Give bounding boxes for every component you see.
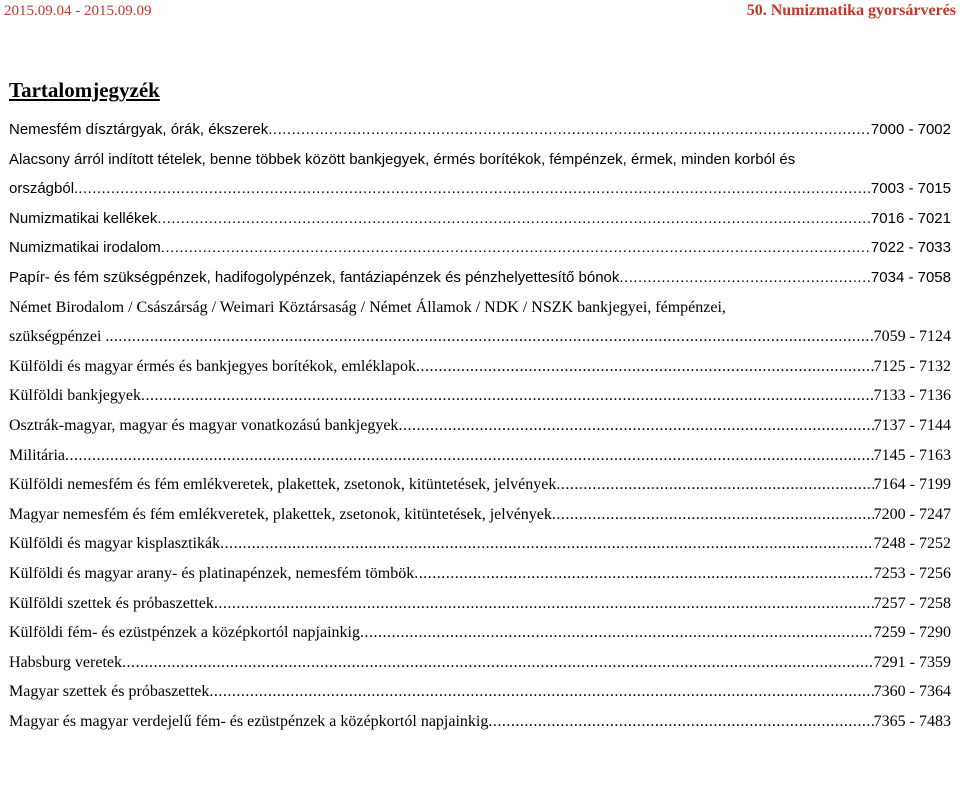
toc-entry-pages: 7365 - 7483 — [873, 712, 951, 730]
dot-leader — [619, 266, 871, 290]
toc-entry-line — [9, 503, 951, 527]
toc-entry-line — [9, 266, 951, 290]
toc-entry-pages: 7259 - 7290 — [873, 624, 951, 642]
toc-entry-pages: 7000 - 7002 — [870, 121, 951, 138]
toc-entry-pages: 7248 - 7252 — [873, 535, 951, 553]
toc-entry-line — [9, 621, 951, 645]
toc-entry-title: Habsburg veretek — [9, 653, 122, 671]
toc-entry-pages: 7200 - 7247 — [873, 505, 951, 523]
toc-entry-title: Numizmatikai irodalom — [9, 239, 161, 257]
toc-entry-pages: 7253 - 7256 — [873, 564, 951, 582]
dot-leader — [214, 592, 874, 616]
toc-entry-line — [9, 710, 951, 734]
toc-entry-title-line: Alacsony árról indított tételek, benne többek között bankjegyek, érmés borítékok, fémpénzek, érmek, minden korból és — [9, 150, 796, 168]
toc-entry-pages: 7125 - 7132 — [873, 357, 951, 375]
toc-entry-line — [9, 355, 951, 379]
toc-entry-title: Külföldi és magyar érmés és bankjegyes borítékok, emléklapok — [9, 357, 416, 375]
toc-entry-pages: 7022 - 7033 — [870, 239, 951, 257]
toc-entry-pages: 7164 - 7199 — [873, 476, 951, 494]
toc-entry[interactable] — [9, 592, 951, 622]
auction-title: 50. Numizmatika gyorsárverés — [746, 2, 956, 19]
toc-entry[interactable] — [9, 503, 951, 533]
toc-entry-line — [9, 592, 951, 616]
dot-leader — [122, 651, 874, 675]
dot-leader — [161, 236, 871, 260]
toc-entry-title: Külföldi szettek és próbaszettek — [9, 594, 214, 612]
toc-entry[interactable] — [9, 266, 951, 296]
toc-entry-line — [9, 680, 951, 704]
toc-entry-line — [9, 236, 951, 260]
dot-leader — [414, 562, 873, 586]
toc-entry-title-line: Német Birodalom / Császárság / Weimari Köztársaság / Német Államok / NDK / NSZK bankjegyei, fémpénzei, — [9, 298, 726, 316]
dot-leader — [488, 710, 873, 734]
toc-entry-title: Magyar szettek és próbaszettek — [9, 683, 210, 701]
dot-leader — [141, 384, 874, 408]
dot-leader — [416, 355, 874, 379]
toc-entry-line — [9, 562, 951, 586]
toc-entry-pages: 7137 - 7144 — [873, 416, 951, 434]
toc-entry[interactable] — [9, 680, 951, 710]
toc-entry-pages: 7133 - 7136 — [873, 387, 951, 405]
dot-leader — [398, 414, 873, 438]
dot-leader — [209, 680, 873, 704]
toc-entry-pages: 7003 - 7015 — [870, 180, 951, 198]
toc-entry-title: országból. — [9, 180, 79, 198]
page-header — [0, 0, 960, 34]
toc-entry-line — [9, 207, 951, 231]
dot-leader — [65, 444, 874, 468]
toc-entry-line — [9, 651, 951, 675]
auction-dates: 2015.09.04 - 2015.09.09 — [4, 3, 152, 19]
toc-entry[interactable] — [9, 444, 951, 474]
dot-leader — [552, 503, 874, 527]
toc-list — [9, 118, 951, 739]
toc-entry-title: Külföldi és magyar arany- és platinapénzek, nemesfém tömbök — [9, 564, 415, 582]
toc-entry[interactable] — [9, 651, 951, 681]
toc-entry[interactable] — [9, 414, 951, 444]
toc-entry-pages: 7291 - 7359 — [873, 653, 951, 671]
toc-entry-title: Numizmatikai kellékek — [9, 209, 158, 227]
toc-entry-title: Militária — [9, 446, 65, 464]
toc-entry-title: szükségpénzei . — [9, 328, 110, 346]
toc-entry-line — [9, 384, 951, 408]
toc-entry[interactable] — [9, 621, 951, 651]
toc-entry-line — [9, 473, 951, 497]
toc-entry-pages: 7059 - 7124 — [873, 328, 951, 346]
toc-entry[interactable] — [9, 236, 951, 266]
dot-leader — [157, 207, 871, 231]
toc-entry[interactable] — [9, 710, 951, 740]
dot-leader — [220, 532, 874, 556]
dot-leader — [556, 473, 873, 497]
toc-entry-line — [9, 118, 951, 142]
toc-title: Tartalomjegyzék — [9, 78, 160, 102]
toc-entry[interactable] — [9, 207, 951, 237]
toc-entry-pages: 7360 - 7364 — [873, 683, 951, 701]
toc-entry-title: Külföldi bankjegyek — [9, 387, 141, 405]
toc-entry[interactable] — [9, 384, 951, 414]
toc-entry-line — [9, 177, 951, 201]
toc-entry-pages: 7257 - 7258 — [873, 594, 951, 612]
toc-entry-title: Külföldi nemesfém és fém emlékveretek, plakettek, zsetonok, kitüntetések, jelvények — [9, 476, 557, 494]
toc-entry-title: Osztrák-magyar, magyar és magyar vonatkozású bankjegyek — [9, 416, 399, 434]
toc-entry-title: Külföldi és magyar kisplasztikák — [9, 535, 221, 553]
dot-leader — [360, 621, 874, 645]
toc-entry-title: Papír- és fém szükségpénzek, hadifogolypénzek, fantáziapénzek és pénzhelyettesítő bónok — [9, 268, 620, 286]
toc-entry[interactable] — [9, 473, 951, 503]
toc-entry[interactable] — [9, 148, 951, 207]
toc-entry-line — [9, 444, 951, 468]
toc-entry-title: Külföldi fém- és ezüstpénzek a középkortól napjainkig — [9, 624, 360, 642]
dot-leader — [268, 118, 871, 142]
toc-entry-pages: 7145 - 7163 — [873, 446, 951, 464]
toc-entry-title: Magyar és magyar verdejelű fém- és ezüstpénzek a középkortól napjainkig — [9, 712, 489, 730]
toc-entry-pages: 7016 - 7021 — [870, 209, 951, 227]
toc-entry[interactable] — [9, 562, 951, 592]
toc-entry[interactable] — [9, 532, 951, 562]
toc-entry-line — [9, 414, 951, 438]
toc-entry[interactable] — [9, 355, 951, 385]
toc-entry-line — [9, 325, 951, 349]
toc-entry[interactable] — [9, 118, 951, 148]
toc-entry[interactable] — [9, 296, 951, 355]
dot-leader — [109, 325, 873, 349]
toc-entry-line — [9, 532, 951, 556]
toc-entry-title: Magyar nemesfém és fém emlékveretek, plakettek, zsetonok, kitüntetések, jelvények — [9, 505, 552, 523]
toc-entry-title: Nemesfém dísztárgyak, órák, ékszerek — [9, 121, 269, 138]
dot-leader — [78, 177, 871, 201]
toc-entry-pages: 7034 - 7058 — [870, 268, 951, 286]
